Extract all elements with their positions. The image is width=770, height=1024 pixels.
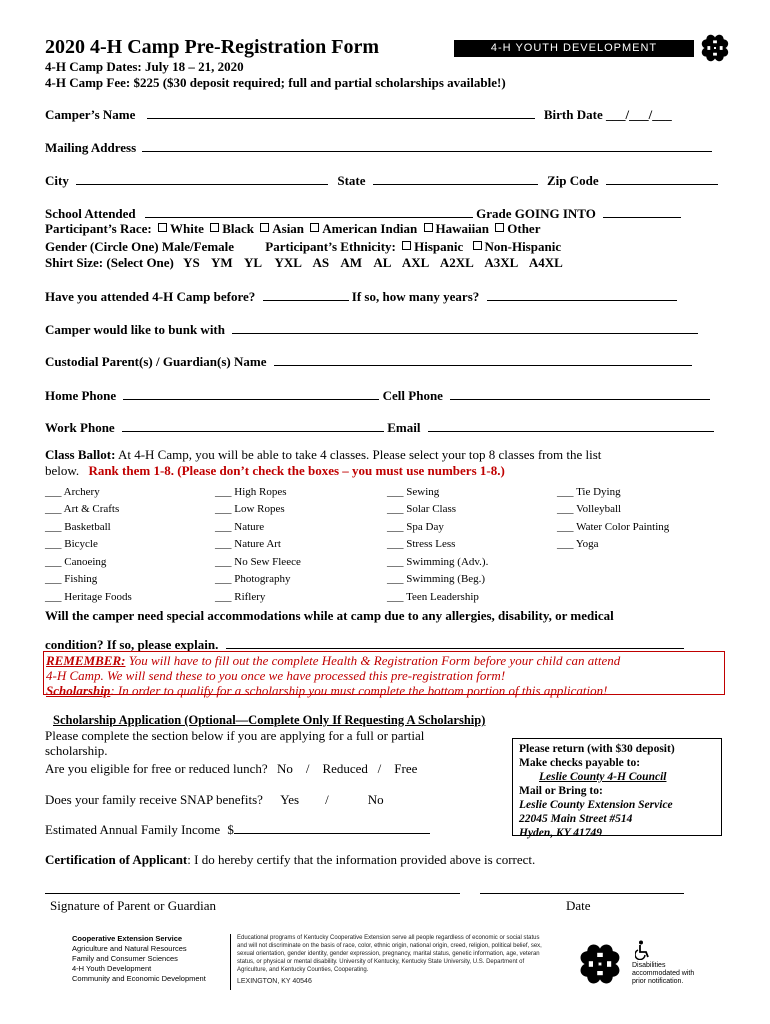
zip-label: Zip Code xyxy=(547,173,599,188)
camp-fee: 4-H Camp Fee: $225 ($30 deposit required; full and partial scholarships available!) xyxy=(45,75,506,90)
race-american-indian-checkbox[interactable] xyxy=(310,223,319,232)
date-label: Date xyxy=(566,898,591,913)
race-american-indian-label: American Indian xyxy=(322,221,418,236)
guardian-row xyxy=(45,353,692,370)
eeo-text: Educational programs of Kentucky Cooperative Extension serve all people regardless of economic or social status and will not discriminate on the basis of race, color, ethnic origin, national origin, creed, religion, political belief, sex, sexual orientation, gender identity, gender expression, pregnancy, marital status, genetic information, age, veteran status, or physical or mental disability. University of Kentucky, Kentucky State University, U.S. Department of Agriculture, and Kentucky Counties, Cooperating. xyxy=(237,935,542,973)
payee-name: Leslie County 4-H Council xyxy=(539,771,667,783)
certification-label: Certification of Applicant xyxy=(45,852,188,867)
school-field[interactable] xyxy=(145,205,473,218)
work-phone-label: Work Phone xyxy=(45,420,115,435)
cell-phone-field[interactable] xyxy=(450,387,710,400)
return-line-1: Please return (with $30 deposit) xyxy=(519,743,675,755)
office-street: 22045 Main Street #514 xyxy=(519,813,633,825)
mailing-address-row xyxy=(45,139,712,156)
city-field[interactable] xyxy=(76,172,328,185)
race-asian-label: Asian xyxy=(272,221,305,236)
race-other-checkbox[interactable] xyxy=(495,223,504,232)
class-item[interactable]: ___ Spa Day xyxy=(387,521,444,533)
camp-dates: 4-H Camp Dates: July 18 – 21, 2020 xyxy=(45,59,244,74)
bunk-field[interactable] xyxy=(232,321,698,334)
disability-note: Disabilities accommodated with prior notification. xyxy=(632,962,695,985)
mailing-address-label: Mailing Address xyxy=(45,140,137,155)
office-name: Leslie County Extension Service xyxy=(519,799,673,811)
scholarship-note-text: : In order to qualify for a scholarship you must complete the bottom portion of this application! xyxy=(110,683,608,698)
zip-field[interactable] xyxy=(606,172,718,185)
class-item[interactable]: ___ Heritage Foods xyxy=(45,591,132,603)
class-item[interactable]: ___ Yoga xyxy=(557,538,599,550)
work-phone-field[interactable] xyxy=(122,419,384,432)
race-white-label: White xyxy=(170,221,204,236)
race-other-label: Other xyxy=(507,221,541,236)
signature-label: Signature of Parent or Guardian xyxy=(50,898,217,913)
ethnicity-label: Participant’s Ethnicity: xyxy=(265,239,396,254)
class-item[interactable]: ___ Bicycle xyxy=(45,538,98,550)
income-label: Estimated Annual Family Income xyxy=(45,822,221,837)
youth-development-banner: 4-H YOUTH DEVELOPMENT xyxy=(454,40,694,57)
class-item[interactable]: ___ Riflery xyxy=(215,591,266,603)
accessibility-icon xyxy=(635,940,651,960)
class-ballot-intro xyxy=(45,447,735,479)
shirt-size-a4xl[interactable]: A4XL xyxy=(528,255,563,270)
non-hispanic-checkbox[interactable] xyxy=(473,241,482,250)
extension-unit: 4-H Youth Development xyxy=(72,964,152,973)
guardian-label: Custodial Parent(s) / Guardian(s) Name xyxy=(45,354,267,369)
shirt-size-a2xl[interactable]: A2XL xyxy=(439,255,474,270)
certification-text: : I do hereby certify that the information provided above is correct. xyxy=(187,852,536,867)
four-leaf-clover-icon xyxy=(572,936,628,992)
lunch-options[interactable]: No / Reduced / Free xyxy=(276,761,418,776)
hispanic-label: Hispanic xyxy=(414,239,464,254)
eeo-statement xyxy=(237,934,549,986)
class-item[interactable]: ___ Teen Leadership xyxy=(387,591,479,603)
grade-field[interactable] xyxy=(603,205,681,218)
class-item[interactable]: ___ Nature xyxy=(215,521,265,533)
four-leaf-clover-icon xyxy=(696,29,734,67)
income-row xyxy=(45,821,430,838)
footer-divider xyxy=(230,934,231,990)
return-line-4: Mail or Bring to: xyxy=(519,785,603,797)
extension-unit: Family and Consumer Sciences xyxy=(72,954,178,963)
remember-text-2: 4-H Camp. We will send these to you once we have processed this pre-registration form! xyxy=(46,668,506,683)
class-item[interactable]: ___ Fishing xyxy=(45,573,98,585)
signature-line[interactable] xyxy=(45,893,460,894)
race-black-label: Black xyxy=(222,221,254,236)
lunch-label: Are you eligible for free or reduced lunch? xyxy=(45,761,268,776)
accommodations-question-2: condition? If so, please explain. xyxy=(45,637,219,652)
snap-label: Does your family receive SNAP benefits? xyxy=(45,792,263,807)
class-item[interactable]: ___ High Ropes xyxy=(215,486,287,498)
bunk-label: Camper would like to bunk with xyxy=(45,322,225,337)
scholarship-intro xyxy=(45,728,424,758)
birth-date-label: Birth Date xyxy=(543,107,603,122)
shirt-size-axl[interactable]: AXL xyxy=(401,255,429,270)
snap-options[interactable]: Yes / No xyxy=(280,792,384,807)
race-black-checkbox[interactable] xyxy=(210,223,219,232)
class-ballot-label: Class Ballot: xyxy=(45,447,116,462)
shirt-size-yl[interactable]: YL xyxy=(243,255,262,270)
class-item[interactable]: ___ Nature Art xyxy=(215,538,281,550)
shirt-size-yxl[interactable]: YXL xyxy=(274,255,302,270)
gender-ethnicity-row xyxy=(45,239,561,255)
email-field[interactable] xyxy=(428,419,714,432)
class-item[interactable]: ___ Basketball xyxy=(45,521,111,533)
city-label: City xyxy=(45,173,69,188)
race-hawaiian-checkbox[interactable] xyxy=(424,223,433,232)
mailing-address-field[interactable] xyxy=(142,139,712,152)
class-item[interactable]: ___ Volleyball xyxy=(557,503,622,515)
class-item[interactable]: ___ Tie Dying xyxy=(557,486,621,498)
class-ballot-text: At 4-H Camp, you will be able to take 4 classes. Please select your top 8 classes from the list xyxy=(117,447,602,462)
attended-field[interactable] xyxy=(263,288,349,301)
how-many-label: If so, how many years? xyxy=(351,289,480,304)
cell-phone-label: Cell Phone xyxy=(382,388,443,403)
class-item[interactable]: ___ Photography xyxy=(215,573,291,585)
class-item[interactable]: ___ Swimming (Beg.) xyxy=(387,573,486,585)
class-item[interactable]: ___ Low Ropes xyxy=(215,503,285,515)
scholarship-heading: Scholarship Application (Optional—Complete Only If Requesting A Scholarship) xyxy=(53,713,486,727)
home-phone-field[interactable] xyxy=(123,387,379,400)
bunk-row xyxy=(45,321,698,338)
accommodations-question: Will the camper need special accommodations while at camp due to any allergies, disability, or medical xyxy=(45,608,614,623)
non-hispanic-label: Non-Hispanic xyxy=(484,239,562,254)
guardian-field[interactable] xyxy=(274,353,692,366)
class-item[interactable]: ___ Canoeing xyxy=(45,556,107,568)
form-title: 2020 4-H Camp Pre-Registration Form xyxy=(45,36,380,58)
state-label: State xyxy=(337,173,366,188)
race-label: Participant’s Race: xyxy=(45,221,152,236)
class-item[interactable]: ___ Swimming (Adv.). xyxy=(387,556,489,568)
how-many-field[interactable] xyxy=(487,288,677,301)
hispanic-checkbox[interactable] xyxy=(402,241,411,250)
shirt-size-label: Shirt Size: (Select One) xyxy=(45,255,174,270)
email-label: Email xyxy=(387,420,421,435)
race-white-checkbox[interactable] xyxy=(158,223,167,232)
class-item[interactable]: ___ Art & Crafts xyxy=(45,503,120,515)
class-ballot-text-2: below. xyxy=(45,463,80,478)
attended-label: Have you attended 4-H Camp before? xyxy=(45,289,256,304)
date-line[interactable] xyxy=(480,893,684,894)
income-field[interactable] xyxy=(234,821,430,834)
extension-units xyxy=(72,934,206,984)
remember-text: You will have to fill out the complete Health & Registration Form before your child can attend xyxy=(125,653,621,668)
race-hawaiian-label: Hawaiian xyxy=(435,221,489,236)
snap-row xyxy=(45,792,384,808)
remember-label: REMEMBER: xyxy=(46,653,126,668)
lunch-row xyxy=(45,761,417,777)
extension-unit: Cooperative Extension Service xyxy=(72,934,183,943)
campers-name-label: Camper’s Name xyxy=(45,107,136,122)
class-item[interactable]: ___ Stress Less xyxy=(387,538,456,550)
work-email-row xyxy=(45,419,714,436)
lexington-address: LEXINGTON, KY 40546 xyxy=(237,978,312,985)
attended-row xyxy=(45,288,677,305)
campers-name-row xyxy=(45,106,672,123)
scholarship-note-label: Scholarship xyxy=(46,683,111,698)
shirt-size-a3xl[interactable]: A3XL xyxy=(484,255,518,270)
extension-unit: Agriculture and Natural Resources xyxy=(72,944,187,953)
school-label: School Attended xyxy=(45,206,136,221)
class-item[interactable]: ___ Sewing xyxy=(387,486,440,498)
shirt-size-al[interactable]: AL xyxy=(373,255,391,270)
certification-row xyxy=(45,852,535,868)
shirt-size-ys[interactable]: YS xyxy=(183,255,200,270)
return-line-2: Make checks payable to: xyxy=(519,757,641,769)
school-row xyxy=(45,205,681,222)
accommodations-field[interactable] xyxy=(226,636,684,649)
shirt-size-row xyxy=(45,255,563,271)
extension-unit: Community and Economic Development xyxy=(72,974,206,983)
state-field[interactable] xyxy=(373,172,538,185)
shirt-size-am[interactable]: AM xyxy=(340,255,363,270)
class-item[interactable]: ___ Solar Class xyxy=(387,503,457,515)
office-city: Hyden, KY 41749 xyxy=(519,827,602,839)
home-phone-label: Home Phone xyxy=(45,388,117,403)
race-row xyxy=(45,221,540,237)
shirt-size-ym[interactable]: YM xyxy=(211,255,233,270)
class-item[interactable]: ___ Archery xyxy=(45,486,100,498)
grade-label: Grade GOING INTO xyxy=(476,206,596,221)
shirt-size-as[interactable]: AS xyxy=(312,255,330,270)
scholarship-intro-2: scholarship. xyxy=(45,743,108,758)
rank-instruction: Rank them 1-8. (Please don’t check the boxes – you must use numbers 1-8.) xyxy=(88,463,505,478)
income-prefix: $ xyxy=(227,822,234,837)
class-item[interactable]: ___ Water Color Painting xyxy=(557,521,670,533)
class-item[interactable]: ___ No Sew Fleece xyxy=(215,556,301,568)
return-info-box xyxy=(512,738,722,839)
city-state-zip-row xyxy=(45,172,718,189)
race-asian-checkbox[interactable] xyxy=(260,223,269,232)
gender-label: Gender (Circle One) Male/Female xyxy=(45,239,235,254)
scholarship-intro-1: Please complete the section below if you are applying for a full or partial xyxy=(45,728,425,743)
reminder-box xyxy=(43,651,725,698)
campers-name-field[interactable] xyxy=(147,106,535,119)
phone-row xyxy=(45,387,710,404)
birth-date-field[interactable]: ___/___/___ xyxy=(605,107,672,122)
